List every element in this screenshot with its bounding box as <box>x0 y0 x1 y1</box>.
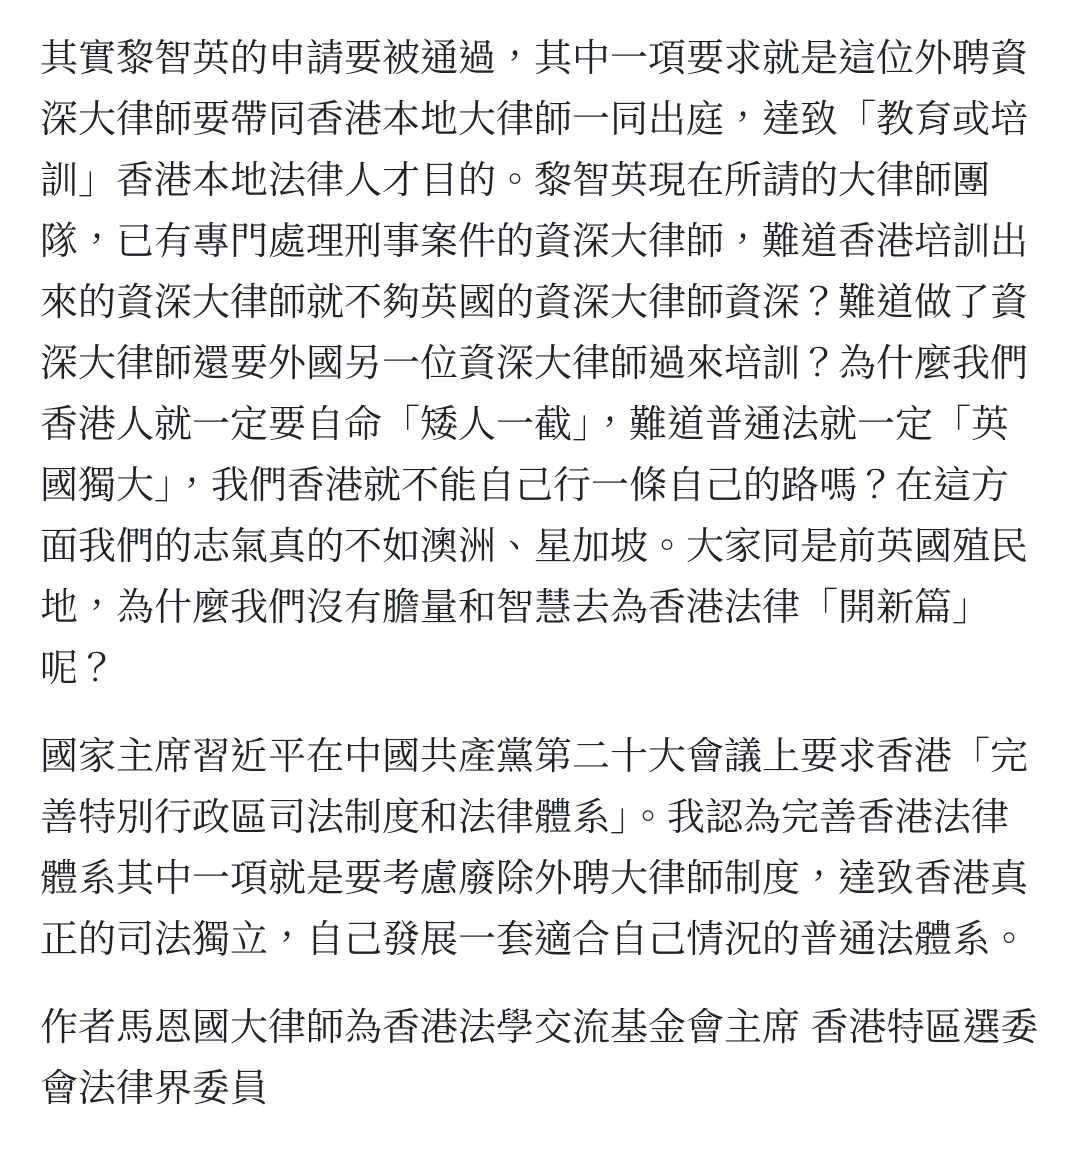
article-paragraph-policy-conclusion: 國家主席習近平在中國共產黨第二十大會議上要求香港「完善特別行政區司法制度和法律體系」。我認為完善香港法律體系其中一項就是要考慮廢除外聘大律師制度，達致香港真正的司法獨立，自己發展一套適合自己情況的普通法體系。 <box>40 736 1029 961</box>
article-author-byline: 作者馬恩國大律師為香港法學交流基金會主席 香港特區選委會法律界委員 <box>40 1007 1039 1110</box>
article-paragraph-main-argument: 其實黎智英的申請要被通過，其中一項要求就是這位外聘資深大律師要帶同香港本地大律師一同出庭，達致「教育或培訓」香港本地法律人才目的。黎智英現在所請的大律師團隊，已有專門處理刑事案件的資深大律師，難道香港培訓出來的資深大律師就不夠英國的資深大律師資深？難道做了資深大律師還要外國另一位資深大律師過來培訓？為什麼我們香港人就一定要自命「矮人一截」，難道普通法就一定「英國獨大」，我們香港就不能自己行一條自己的路嗎？在這方面我們的志氣真的不如澳洲、星加坡。大家同是前英國殖民地，為什麼我們沒有膽量和智慧去為香港法律「開新篇」呢？ <box>40 38 1029 690</box>
